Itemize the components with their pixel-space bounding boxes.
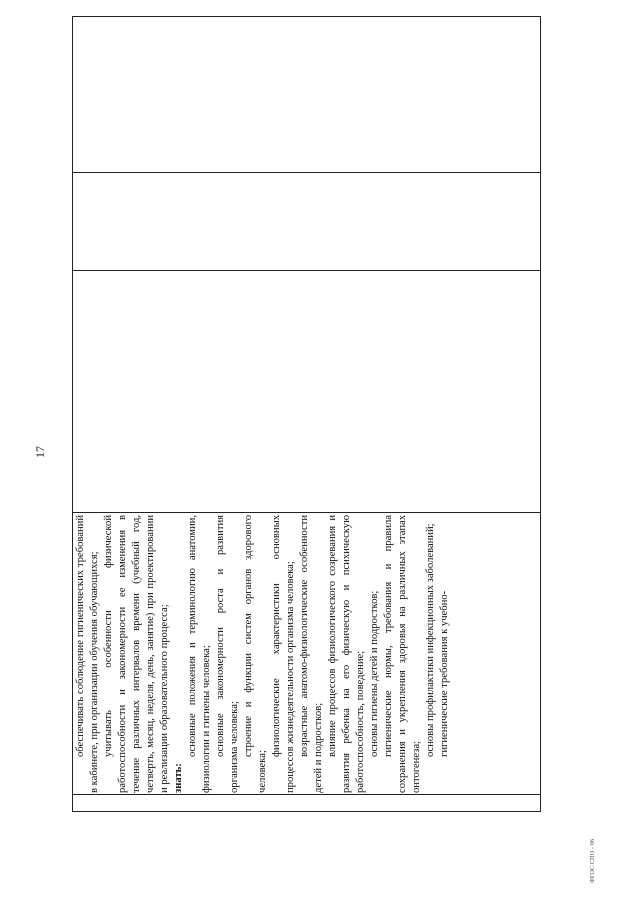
requirement-item: строение и функции систем органов здорового человека; — [243, 515, 268, 793]
requirement-item: основные закономерности роста и развития организма человека; — [215, 515, 240, 793]
requirement-item: возрастные анатомо-физиологические особенности детей и подростков; — [299, 515, 324, 793]
requirement-item: основы профилактики инфекционных заболеваний; — [425, 523, 436, 757]
requirement-item: учитывать особенности физической работоспособности и закономерности ее изменения в течение различных интервалов времени (учебный год, четверть, месяц, неделя, день, занятие) при проектировании и реализации образовательного процесса; — [103, 515, 170, 793]
requirement-item: гигиенические требования к учебно- — [439, 590, 450, 757]
requirement-item: физиологические характеристики основных процессов жизнедеятельности организма человека; — [271, 515, 296, 793]
requirement-item: основы гигиены детей и подростков; — [369, 590, 380, 757]
table-cell-requirements — [73, 513, 540, 795]
table-column-divider — [73, 512, 540, 513]
table-column-divider — [73, 172, 540, 173]
page-number: 17 — [33, 446, 47, 458]
requirement-item: основные положения и терминологию анатомии, физиологии и гигиены человека; — [187, 515, 212, 793]
section-heading: знать: — [173, 763, 184, 793]
table-column-divider — [73, 270, 540, 271]
page-footer: ФГОС СПО - 06 — [590, 838, 596, 883]
requirement-item: обеспечивать соблюдение гигиенических требований в кабинете, при организации обучения обучающихся; — [75, 515, 100, 793]
requirements-table — [72, 16, 541, 812]
requirement-item: гигиенические нормы, требования и правила сохранения и укрепления здоровья на различных этапах онтогенеза; — [383, 515, 422, 793]
requirements-text — [74, 515, 452, 793]
requirement-item: влияние процессов физиологического созревания и развития ребенка на его физическую и психическую работоспособность, поведение; — [327, 515, 366, 793]
